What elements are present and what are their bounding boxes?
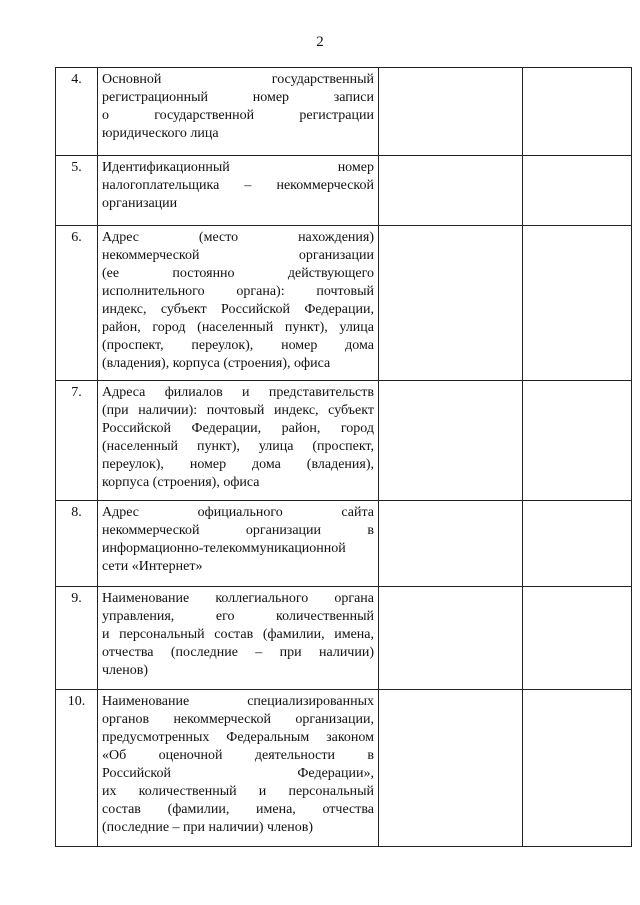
table-row	[56, 381, 632, 501]
form-table	[55, 67, 632, 847]
note-cell[interactable]	[523, 381, 632, 501]
description-line: переулок), номер дома (владения),	[102, 457, 374, 472]
table-row	[56, 587, 632, 690]
page-number: 2	[316, 34, 324, 50]
description-line: состав (фамилии, имена, отчества	[102, 802, 374, 817]
note-cell[interactable]	[523, 501, 632, 587]
description-line: (проспект, переулок), номер дома	[102, 338, 374, 353]
value-cell[interactable]	[379, 690, 523, 847]
description-line: Адрес официального сайта	[102, 505, 374, 520]
value-cell[interactable]	[379, 501, 523, 587]
row-number: 9.	[56, 587, 98, 690]
note-cell[interactable]	[523, 690, 632, 847]
description-line: сети «Интернет»	[102, 559, 203, 574]
description-line: Российской Федерации, район, город	[102, 421, 374, 436]
description-line: (владения), корпуса (строения), офиса	[102, 356, 331, 371]
row-number: 4.	[56, 68, 98, 156]
row-description	[98, 587, 379, 690]
description-line: (последние – при наличии) членов)	[102, 820, 314, 835]
description-line: некоммерческой организации	[102, 248, 374, 263]
table-row	[56, 690, 632, 847]
description-line: регистрационный номер записи	[102, 90, 374, 105]
table-body	[56, 68, 632, 847]
row-description	[98, 690, 379, 847]
note-cell[interactable]	[523, 587, 632, 690]
table-row	[56, 156, 632, 226]
description-line: Наименование коллегиального органа	[102, 591, 374, 606]
description-line: (при наличии): почтовый индекс, субъект	[102, 403, 374, 418]
row-description	[98, 501, 379, 587]
row-number: 6.	[56, 226, 98, 381]
row-number: 8.	[56, 501, 98, 587]
description-line: исполнительного органа): почтовый	[102, 284, 374, 299]
table-row	[56, 68, 632, 156]
description-line: Адрес (место нахождения)	[102, 230, 374, 245]
description-line: Идентификационный номер	[102, 160, 374, 175]
row-number: 5.	[56, 156, 98, 226]
description-line: Наименование специализированных	[102, 694, 374, 709]
row-description	[98, 156, 379, 226]
description-line: «Об оценочной деятельности в	[102, 748, 374, 763]
description-line: Основной государственный	[102, 72, 374, 87]
description-line: юридического лица	[102, 126, 219, 141]
description-line: район, город (населенный пункт), улица	[102, 320, 374, 335]
row-description	[98, 381, 379, 501]
description-line: налогоплательщика – некоммерческой	[102, 178, 374, 193]
description-line: некоммерческой организации в	[102, 523, 374, 538]
value-cell[interactable]	[379, 587, 523, 690]
note-cell[interactable]	[523, 68, 632, 156]
value-cell[interactable]	[379, 156, 523, 226]
value-cell[interactable]	[379, 68, 523, 156]
description-line: и персональный состав (фамилии, имена,	[102, 627, 374, 642]
description-line: (ее постоянно действующего	[102, 266, 374, 281]
description-line: членов)	[102, 663, 149, 678]
description-line: управления, его количественный	[102, 609, 374, 624]
description-line: индекс, субъект Российской Федерации,	[102, 302, 374, 317]
note-cell[interactable]	[523, 226, 632, 381]
description-line: информационно-телекоммуникационной	[102, 541, 346, 556]
description-line: (населенный пункт), улица (проспект,	[102, 439, 374, 454]
row-number: 7.	[56, 381, 98, 501]
description-line: организации	[102, 196, 178, 211]
description-line: органов некоммерческой организации,	[102, 712, 374, 727]
description-line: корпуса (строения), офиса	[102, 475, 260, 490]
description-line: предусмотренных Федеральным законом	[102, 730, 374, 745]
description-line: отчества (последние – при наличии)	[102, 645, 374, 660]
value-cell[interactable]	[379, 381, 523, 501]
table-row	[56, 501, 632, 587]
row-description	[98, 68, 379, 156]
row-number: 10.	[56, 690, 98, 847]
table-row	[56, 226, 632, 381]
value-cell[interactable]	[379, 226, 523, 381]
description-line: их количественный и персональный	[102, 784, 374, 799]
description-line: Российской Федерации»,	[102, 766, 374, 781]
note-cell[interactable]	[523, 156, 632, 226]
description-line: о государственной регистрации	[102, 108, 374, 123]
row-description	[98, 226, 379, 381]
description-line: Адреса филиалов и представительств	[102, 385, 374, 400]
